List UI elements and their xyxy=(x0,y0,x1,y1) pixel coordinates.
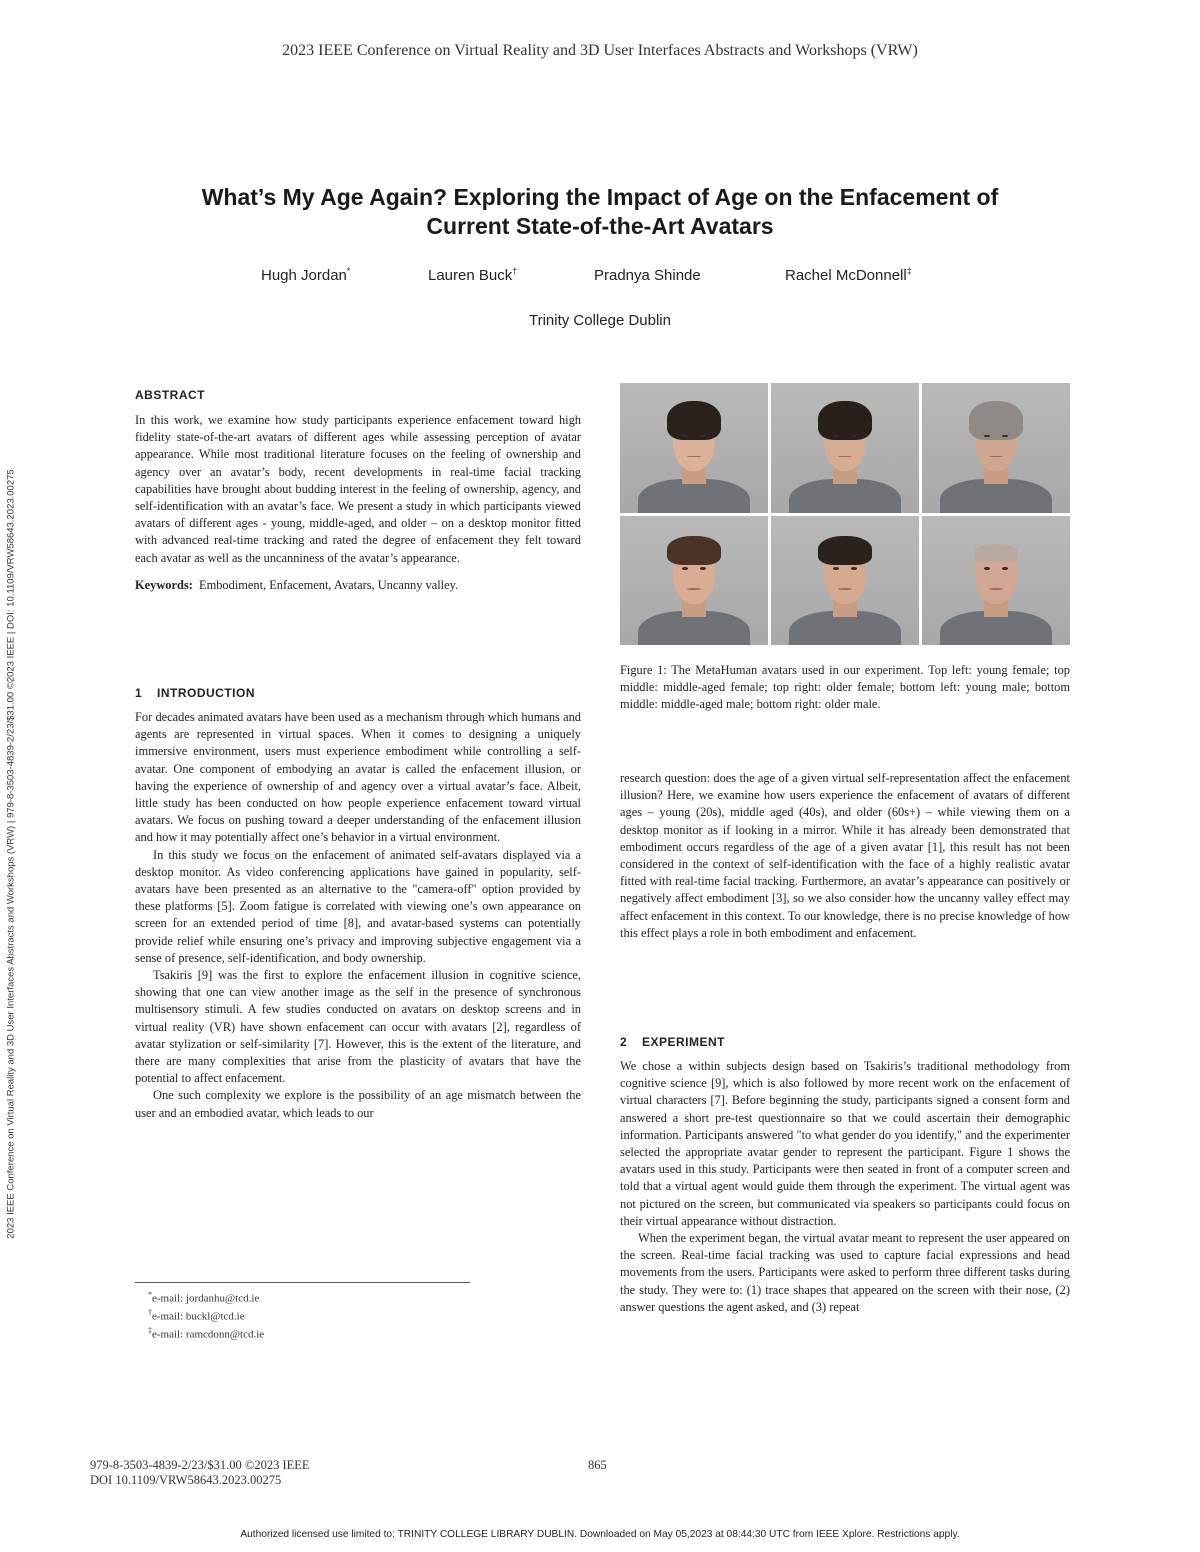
experiment-heading: 2 EXPERIMENT xyxy=(620,1035,726,1049)
avatar-figure xyxy=(620,383,1070,645)
avatar-middle-aged-female xyxy=(771,383,919,513)
introduction-section xyxy=(135,686,581,1122)
experiment-paragraph-2: When the experiment began, the virtual avatar meant to represent the user appeared on the screen. Real-time facial tracking was used to capture facial expressions and head movements from the users. Participants were asked to perform three different tasks during the study. They were to: (1) trace shapes that appeared on the screen with their nose, (2) answer questions the agent asked, and (3) repeat xyxy=(620,1231,1070,1314)
paper-title-line-1: What’s My Age Again? Exploring the Impact of Age on the Enfacement of xyxy=(201,184,999,210)
author-1: Hugh Jordan* xyxy=(261,266,351,284)
abstract-text: In this work, we examine how study participants experience enfacement toward high fidelity state-of-the-art avatars of different ages while assessing perception of avatar appearance. While most traditional literature focuses on the feeling of ownership and agency over an avatar’s body, recent developments in real-time facial tracking capabilities have brought about budding interest in the feeling of ownership, agency, and self-identification with an avatar’s face. We present a study in which participants viewed avatars of different ages - young, middle-aged, and older – on a desktop monitor fitted with advanced real-time tracking and rated the degree of enfacement they felt toward each avatar as well as the uncanniness of the avatar’s appearance. xyxy=(135,413,581,565)
abstract-section xyxy=(135,388,581,594)
intro-paragraph-2: In this study we focus on the enfacement of animated self-avatars displayed via a desktop monitor. As video conferencing applications have gained in popularity, self-avatars have been presented as an alternative to the "camera-off" option provided by these platforms [5]. Zoom fatigue is correlated with viewing one’s own appearance on screen for an extended period of time [8], and avatar-based systems can potentially provide relief while ensuring one’s privacy and improving subjective engagement via a sense of presence, self-identification, and body ownership. xyxy=(135,847,581,965)
introduction-heading: 1 INTRODUCTION xyxy=(135,686,255,700)
doi-sidebar-text: 2023 IEEE Conference on Virtual Reality and 3D User Interfaces Abstracts and Workshops (VRW) | 979-8-3503-4839-2/23/$31.00 ©2023 IEEE | DOI: 10.1109/VRW58643.2023.00275 xyxy=(5,469,17,1239)
experiment-paragraph-1: We chose a within subjects design based on Tsakiris’s traditional methodology from cognitive science [9], which is also followed by more recent work on the enfacement of virtual characters [7]. Before beginning the study, participants signed a consent form and answered a short pre-test questionnaire so that we could ascertain their demographic information. Participants answered "to what gender do you identify," and the experimenter selected the appropriate avatar gender to represent the participant. Figure 1 shows the avatars used in this study. Participants were then seated in front of a computer screen and told that a virtual agent would guide them through the experiment. The virtual agent was not pictured on the screen, but communicated via speakers so participants could focus on their virtual appearance without distraction. xyxy=(620,1059,1070,1228)
footnote-3: ‡e-mail: ramcdonn@tcd.ie xyxy=(148,1326,265,1341)
avatar-older-male xyxy=(922,516,1070,646)
author-4: Rachel McDonnell‡ xyxy=(785,266,912,284)
avatar-older-female xyxy=(922,383,1070,513)
abstract-heading: ABSTRACT xyxy=(135,388,205,402)
keywords xyxy=(135,577,581,594)
conference-header: 2023 IEEE Conference on Virtual Reality and 3D User Interfaces Abstracts and Workshops (VRW) xyxy=(282,42,918,59)
avatar-middle-aged-male xyxy=(771,516,919,646)
affiliation: Trinity College Dublin xyxy=(528,312,671,329)
author-2: Lauren Buck† xyxy=(428,266,518,284)
authorized-use-notice: Authorized licensed use limited to: TRINITY COLLEGE LIBRARY DUBLIN. Downloaded on May 05,2023 at 08:44:30 UTC from IEEE Xplore. Restrictions apply. xyxy=(240,1529,960,1540)
paper-title-line-2: Current State-of-the-Art Avatars xyxy=(426,213,774,239)
footnote-1: *e-mail: jordanhu@tcd.ie xyxy=(148,1290,260,1305)
footer-doi: DOI 10.1109/VRW58643.2023.00275 xyxy=(90,1473,282,1487)
doi-sidebar xyxy=(0,268,22,1440)
footer-isbn: 979-8-3503-4839-2/23/$31.00 ©2023 IEEE xyxy=(90,1458,310,1472)
intro-paragraph-4: One such complexity we explore is the possibility of an age mismatch between the user and an embodied avatar, which leads to our xyxy=(135,1088,581,1120)
intro-paragraph-1: For decades animated avatars have been used as a mechanism through which humans and agents are represented in virtual spaces. When it comes to designing a uniquely immersive environment, users must experience embodiment while controlling a self-avatar. One component of embodying an avatar is called the enfacement illusion, or having the experience of ownership of and agency over a virtual avatar’s face. Albeit, little study has been conducted on how people experience enfacement toward virtual avatars. We focus on pushing toward a deeper understanding of the enfacement illusion and how it may potentially affect one’s behavior in a virtual environment. xyxy=(135,710,581,845)
keywords-label: Keywords: xyxy=(135,577,193,592)
page-number: 865 xyxy=(588,1458,607,1472)
keywords-text: Embodiment, Enfacement, Avatars, Uncanny valley. xyxy=(199,577,459,592)
author-3: Pradnya Shinde xyxy=(594,267,701,284)
experiment-section xyxy=(620,1035,1070,1316)
paper-title xyxy=(90,183,1110,241)
footnote-2: †e-mail: buckl@tcd.ie xyxy=(148,1308,245,1323)
intro-continuation: research question: does the age of a given virtual self-representation affect the enfacement illusion? Here, we examine how users experience the enfacement of avatars of different ages – young (20s), middle aged (40s), and older (60s+) – while viewing them on a desktop monitor as if looking in a mirror. While it has already been demonstrated that embodiment occurs regardless of the age of a given avatar [1], this result has not been considered in the context of self-identification with the face of a highly realistic avatar fitted with real-time facial tracking. Furthermore, an avatar’s appearance can positively or negatively affect embodiment [3], so we also consider how the uncanny valley effect may affect enfacement in this context. To our knowledge, there is no precise knowledge of how this effect plays a role in both embodiment and enfacement. xyxy=(620,771,1070,940)
intro-paragraph-3: Tsakiris [9] was the first to explore the enfacement illusion in cognitive science, showing that one can view another image as the self in the presence of synchronous multisensory stimuli. A few studies conducted on avatars on desktop screens and in virtual reality (VR) have shown enfacement can occur with avatars [2], regardless of avatar stylization or self-similarity [7]. However, this is the extent of the literature, and there are many complexities that arise from the plasticity of avatars that have the potential to affect enfacement. xyxy=(135,968,581,1086)
footnote-divider xyxy=(135,1282,470,1283)
avatar-young-male xyxy=(620,516,768,646)
avatar-young-female xyxy=(620,383,768,513)
figure-caption: Figure 1: The MetaHuman avatars used in our experiment. Top left: young female; top middle: middle-aged female; top right: older female; bottom left: young male; bottom middle: middle-aged male; bottom right: older male. xyxy=(620,663,1070,712)
